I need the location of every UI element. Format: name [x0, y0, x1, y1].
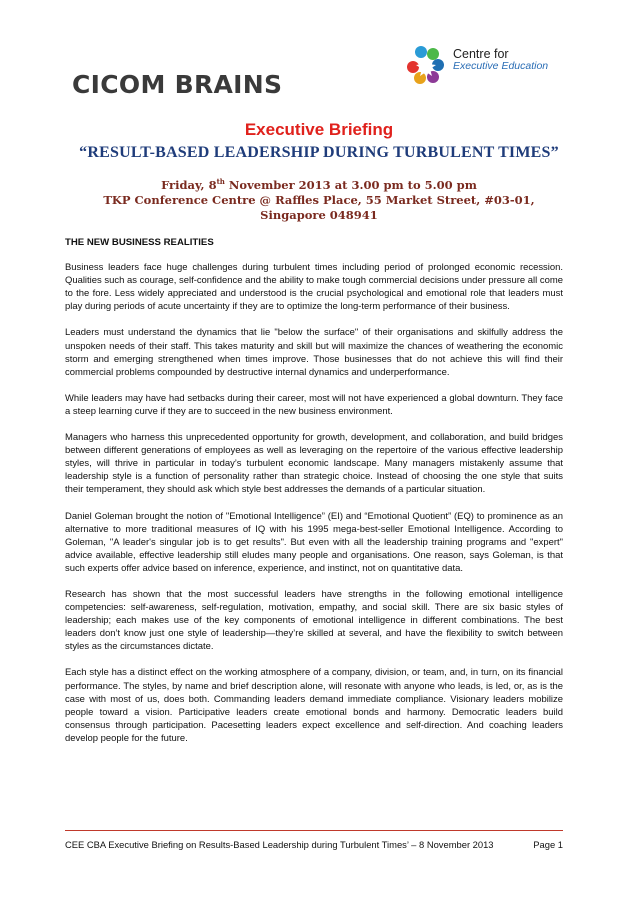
document-body [65, 236, 563, 758]
section-heading: THE NEW BUSINESS REALITIES [65, 237, 214, 248]
cicom-brains-logo: CICOM BRAINS [72, 70, 283, 99]
paragraph: Managers who harness this unprecedented opportunity for growth, development, and collaboration, and build bridges between different generations of employees as well as leveraging on the repertoire of the various effective leadership styles, will thrive in particular in today’s turbulent economic landscape. Many managers mistakenly assume that leadership style is a function of personality rather than strategic choice. Instead of choosing the one style that suits their temperament, they should ask which style best addresses the demands of a particular situation. [65, 432, 563, 496]
paragraph: Each style has a distinct effect on the working atmosphere of a company, division, or team, and, in turn, on its financial performance. The styles, by name and brief description alone, will resonate with anyone who leads, is led, or, as is the case with most of us, does both. Commanding leaders demand immediate compliance. Visionary leaders mobilize people toward a vision. Participative leaders create emotional bonds and harmony. Democratic leaders build consensus through participation. Pacesetting leaders expect excellence and self-direction. And coaching leaders develop people for the future. [65, 667, 563, 744]
page-footer [65, 839, 563, 850]
cee-logo-line2: Executive Education [453, 60, 549, 72]
event-venue-line1: TKP Conference Centre @ Raffles Place, 55 Market Street, #03-01, [103, 192, 535, 207]
cee-logo-mark-icon [400, 40, 452, 92]
centre-for-executive-education-logo [400, 40, 575, 100]
paragraph: Daniel Goleman brought the notion of "Emotional Intelligence” (EI) and “Emotional Quotient” (EQ) to prominence as an alternative to more traditional measures of IQ with his 1995 mega-best-seller Emotional Intelligence. According to Goleman, "A leader's singular job is to get results". But even with all the leadership training programs and "expert" advice available, effective leadership still eludes many people and organisations. One reason, says Goleman, is that such experts offer advice based on inference, experience, and instinct, not on quantitative data. [65, 510, 563, 574]
event-date-pre: Friday, 8 [161, 177, 217, 192]
footer-text: CEE CBA Executive Briefing on Results-Based Leadership during Turbulent Times’ – 8 November 2013 [65, 839, 494, 850]
paragraph: Business leaders face huge challenges during turbulent times including period of prolonged economic recession. Qualities such as courage, self-confidence and the ability to make tough commercial decisions under pressure all come to the fore. Less widely appreciated and understood is the crucial psychological and emotional role that leaders must play during periods of acute uncertainty if they are to optimize the long-term performance of their business. [65, 262, 563, 313]
footer-rule [65, 830, 563, 831]
event-date-sup: th [216, 177, 225, 186]
paragraph: While leaders may have had setbacks during their career, most will not have experienced a global downturn. They face a steep learning curve if they are to succeed in the new business environment. [65, 392, 563, 417]
cee-logo-line1: Centre for [453, 47, 509, 61]
event-venue-line2: Singapore 048941 [260, 207, 378, 222]
event-date [60, 174, 578, 193]
cee-logo-text [453, 48, 548, 72]
briefing-subtitle: “RESULT-BASED LEADERSHIP DURING TURBULENT TIMES” [79, 144, 559, 161]
page-number: Page 1 [533, 839, 563, 850]
event-details [60, 174, 578, 223]
page-title: Executive Briefing [244, 120, 394, 139]
event-date-post: November 2013 at 3.00 pm to 5.00 pm [224, 177, 477, 192]
paragraph: Research has shown that the most successful leaders have strengths in the following emotional intelligence competencies: self-awareness, self-regulation, motivation, empathy, and social skill. There are six basic styles of leadership; each makes use of the key components of emotional intelligence in different combinations. The best leaders don’t know just one style of leadership—they’re skilled at several, and have the flexibility to switch between styles as the circumstances dictate. [65, 588, 563, 653]
paragraph: Leaders must understand the dynamics that lie "below the surface" of their organisations and skilfully address the unspoken needs of their staff. This takes maturity and skill but will maximize the chances of weathering the economic storm and emerging strengthened when times improve. Those businesses that do not achieve this will find their commercial problems compounded by destructive internal dynamics and underperformance. [65, 327, 563, 378]
